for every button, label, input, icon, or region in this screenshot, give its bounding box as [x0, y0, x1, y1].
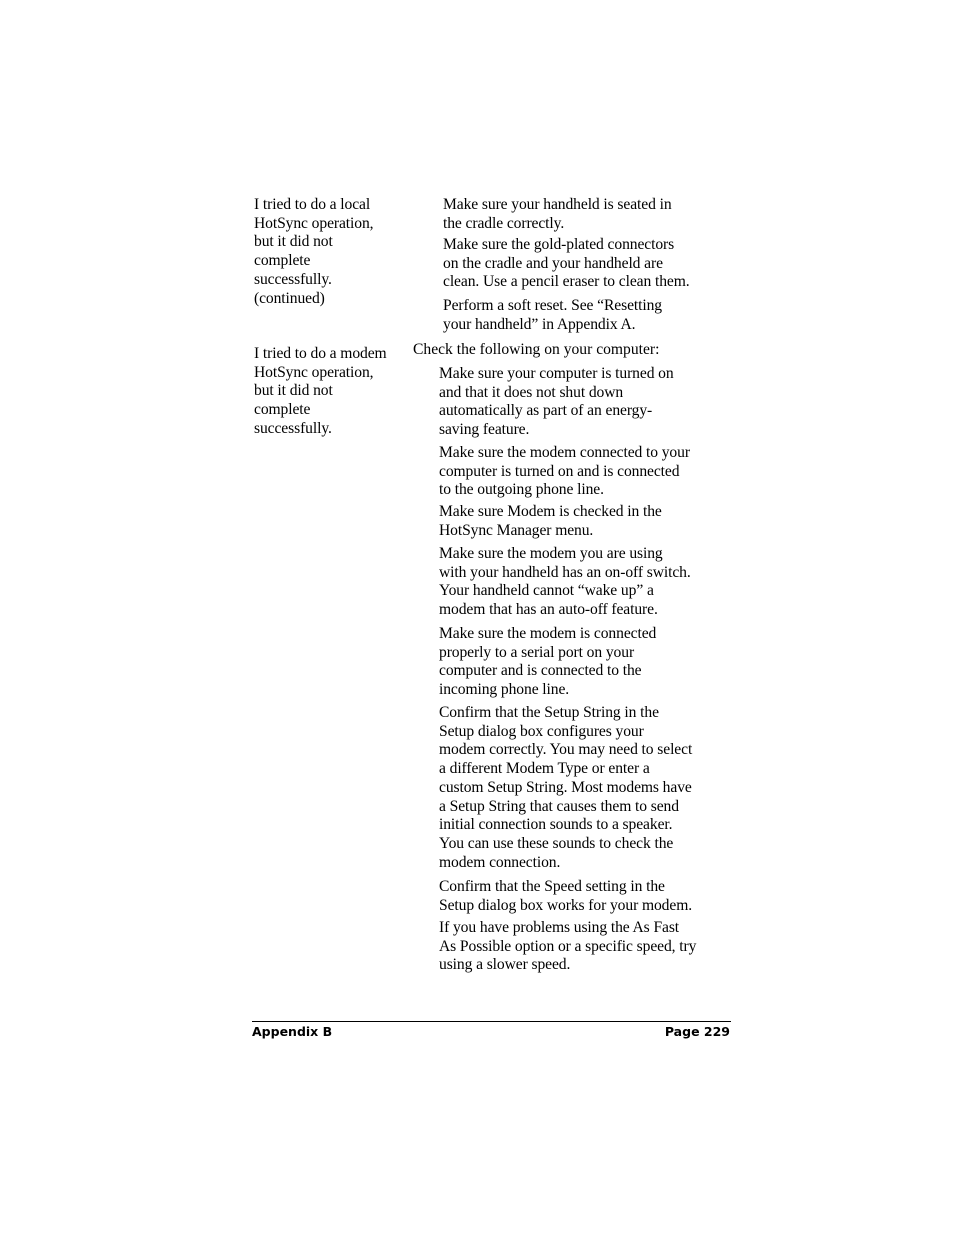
solution-item	[439, 545, 691, 620]
solution-line: As Possible option or a specific speed, try	[439, 937, 697, 955]
modem-intro-text: Check the following on your computer:	[413, 341, 660, 358]
solution-item	[443, 297, 662, 334]
solution-line: Make sure the modem is connected	[439, 625, 657, 642]
solution-line: incoming phone line.	[439, 681, 570, 699]
solution-line: the cradle correctly.	[443, 214, 565, 232]
solution-line: Your handheld cannot “wake up” a	[439, 582, 654, 600]
solution-line: on the cradle and your handheld are	[443, 254, 663, 272]
problem-line: but it did not	[254, 382, 333, 400]
footer-section-label: Appendix B	[252, 1024, 333, 1039]
solution-item	[439, 503, 662, 540]
problem-line: complete	[254, 401, 311, 419]
solution-line: Make sure the modem connected to your	[439, 444, 690, 461]
problem-line: (continued)	[254, 289, 325, 307]
solution-line: and that it does not shut down	[439, 383, 624, 401]
solution-item	[443, 196, 672, 233]
problem-line: HotSync operation,	[254, 363, 374, 381]
solution-line: Setup dialog box works for your modem.	[439, 896, 693, 914]
solution-line: custom Setup String. Most modems have	[439, 778, 692, 796]
solution-line: using a slower speed.	[439, 956, 571, 974]
problem-line: but it did not	[254, 233, 333, 251]
solution-line: saving feature.	[439, 421, 530, 439]
solution-line: HotSync Manager menu.	[439, 521, 594, 539]
problem-line: I tried to do a local	[254, 196, 371, 213]
solution-line: computer is turned on and is connected	[439, 462, 680, 480]
problem-line: complete	[254, 252, 311, 270]
solution-line: Confirm that the Speed setting in the	[439, 878, 665, 895]
solution-line: Make sure the gold-plated connectors	[443, 236, 675, 253]
solution-item	[439, 444, 690, 500]
solution-line: with your handheld has an on-off switch.	[439, 563, 691, 581]
problem-line: successfully.	[254, 270, 332, 288]
solution-line: automatically as part of an energy-	[439, 402, 653, 420]
solution-line: a Setup String that causes them to send	[439, 797, 679, 815]
problem-local-hotsync	[254, 196, 402, 308]
problem-modem-hotsync	[254, 345, 402, 439]
solution-item	[443, 236, 690, 292]
footer-divider	[252, 1021, 731, 1022]
problem-line: I tried to do a modem	[254, 345, 387, 362]
solution-item	[439, 704, 692, 872]
solution-line: your handheld” in Appendix A.	[443, 315, 636, 333]
solution-line: to the outgoing phone line.	[439, 481, 604, 499]
problem-line: HotSync operation,	[254, 214, 374, 232]
solution-line: initial connection sounds to a speaker.	[439, 816, 673, 834]
solution-line: Make sure Modem is checked in the	[439, 503, 662, 520]
solution-item	[439, 365, 674, 440]
solution-item	[439, 919, 696, 975]
solution-item	[439, 878, 692, 915]
solution-line: Confirm that the Setup String in the	[439, 704, 659, 721]
solution-line: Setup dialog box configures your	[439, 722, 644, 740]
solution-line: Perform a soft reset. See “Resetting	[443, 297, 662, 314]
solution-line: modem correctly. You may need to select	[439, 741, 693, 759]
solution-line: Make sure your computer is turned on	[439, 365, 674, 382]
solution-line: Make sure the modem you are using	[439, 545, 663, 562]
problem-line: successfully.	[254, 419, 332, 437]
solution-line: computer and is connected to the	[439, 662, 642, 680]
solution-line: a different Modem Type or enter a	[439, 760, 650, 778]
solution-line: Make sure your handheld is seated in	[443, 196, 672, 213]
footer-page-number: Page 229	[664, 1024, 730, 1039]
solution-line: If you have problems using the As Fast	[439, 919, 680, 936]
solution-line: modem that has an auto-off feature.	[439, 601, 658, 619]
solution-line: clean. Use a pencil eraser to clean them.	[443, 273, 690, 291]
solution-line: modem connection.	[439, 853, 561, 871]
solution-line: You can use these sounds to check the	[439, 834, 674, 852]
solution-item	[439, 625, 656, 700]
solution-line: properly to a serial port on your	[439, 643, 635, 661]
